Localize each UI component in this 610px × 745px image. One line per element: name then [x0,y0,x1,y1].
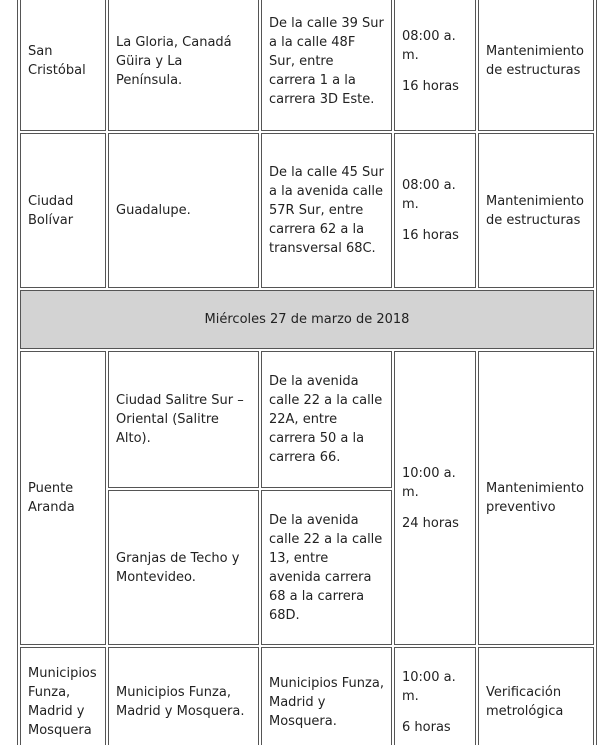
neighborhoods-cell [108,351,259,488]
reason-cell [478,351,594,645]
reason-text: Mantenimiento de estructuras [486,44,584,78]
locality-text: San Cristóbal [28,44,86,78]
date-header-row [20,290,594,349]
neighborhoods-text: Guadalupe. [116,203,191,218]
date-header-cell [20,290,594,349]
time-cell [394,351,476,645]
sector-cell [261,647,392,745]
locality-cell [20,351,106,645]
locality-text: Puente Aranda [28,481,75,515]
reason-text: Verificación metrológica [486,685,564,719]
sector-text: Municipios Funza, Madrid y Mosquera. [269,675,384,729]
start-time-text: 10:00 a. m. [402,465,456,500]
water-outage-schedule-table [17,0,597,745]
table-row [20,133,594,288]
duration-text: 16 horas [402,228,459,243]
locality-cell [20,647,106,745]
sector-cell [261,133,392,288]
table-row [20,0,594,131]
duration-text: 24 horas [402,515,459,531]
duration-text: 16 horas [402,78,459,94]
locality-text: Ciudad Bolívar [28,193,74,228]
sector-text: De la calle 45 Sur a la avenida calle 57R Sur, entre carrera 62 a la transversal 68C. [269,165,384,256]
date-header-text: Miércoles 27 de marzo de 2018 [204,312,410,327]
reason-cell [478,0,594,131]
locality-cell [20,0,106,131]
sector-cell [261,0,392,131]
sector-cell [261,351,392,488]
locality-text: Municipios Funza, Madrid y Mosquera [28,666,97,738]
neighborhoods-text: Ciudad Salitre Sur – Oriental (Salitre Alto). [116,393,244,446]
time-cell [394,133,476,288]
reason-text: Mantenimiento preventivo [486,481,584,515]
reason-cell [478,647,594,745]
start-time-text: 10:00 a. m. [402,669,456,704]
start-time-text: 08:00 a. m. [402,28,456,63]
neighborhoods-cell [108,133,259,288]
reason-text: Mantenimiento de estructuras [486,193,584,228]
sector-text: De la avenida calle 22 a la calle 13, entre avenida carrera 68 a la carrera 68D. [269,512,383,623]
neighborhoods-text: Granjas de Techo y Montevideo. [116,550,240,585]
sector-text: De la calle 39 Sur a la calle 48F Sur, entre carrera 1 a la carrera 3D Este. [269,15,384,107]
neighborhoods-cell [108,490,259,645]
neighborhoods-cell [108,647,259,745]
duration-text: 6 horas [402,719,451,735]
time-cell [394,647,476,745]
locality-cell [20,133,106,288]
neighborhoods-text: La Gloria, Canadá Güira y La Península. [116,34,232,88]
time-cell [394,0,476,131]
table-row [20,351,594,488]
table-row [20,647,594,745]
sector-text: De la avenida calle 22 a la calle 22A, entre carrera 50 a la carrera 66. [269,374,383,465]
sector-cell [261,490,392,645]
neighborhoods-cell [108,0,259,131]
reason-cell [478,133,594,288]
neighborhoods-text: Municipios Funza, Madrid y Mosquera. [116,685,245,719]
start-time-text: 08:00 a. m. [402,178,456,212]
